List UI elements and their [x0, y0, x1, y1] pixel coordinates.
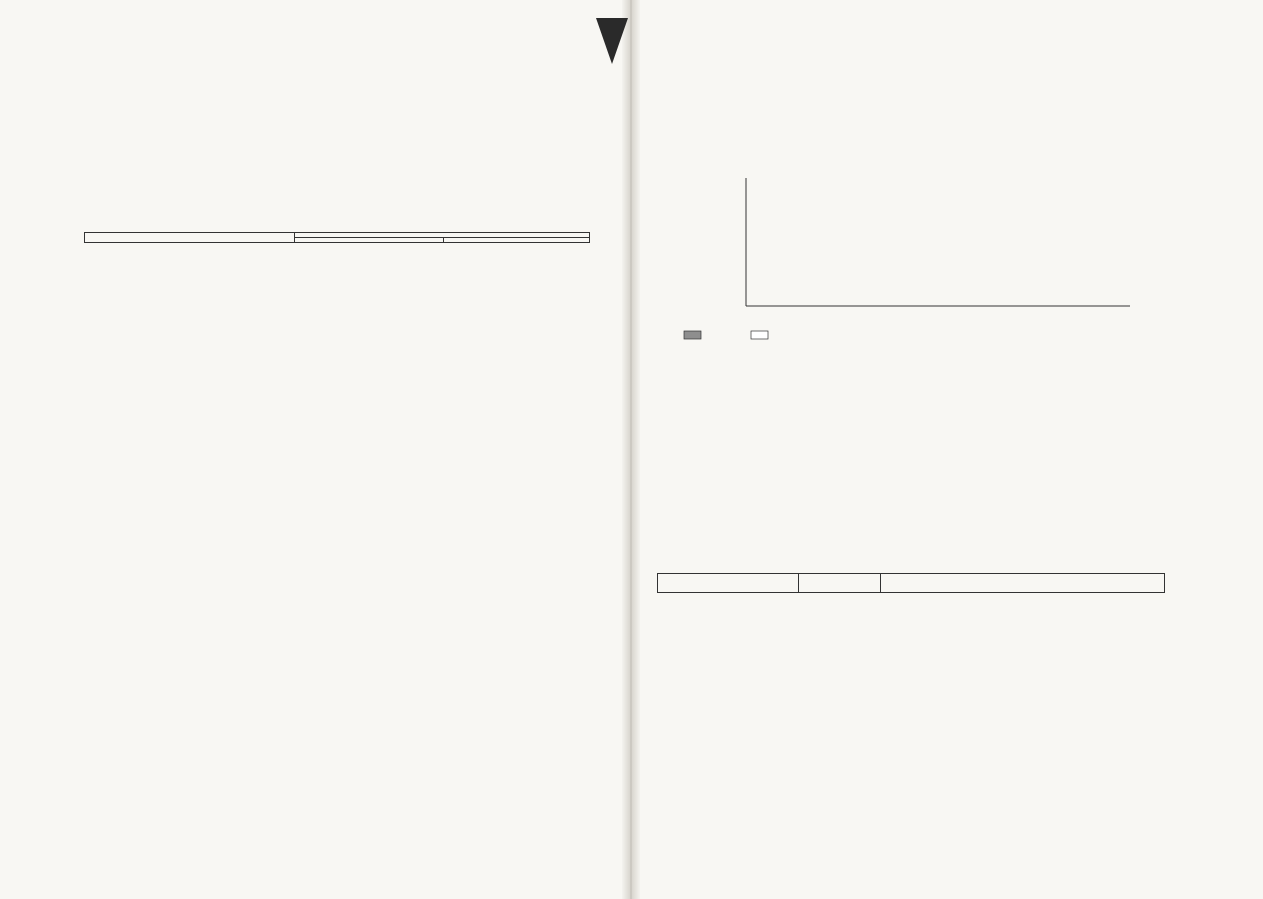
chart-legend — [684, 331, 768, 339]
col-header-group — [658, 574, 799, 593]
col-header-carbs — [295, 238, 444, 243]
figure-10-3-chart — [676, 174, 1146, 342]
book-gutter — [622, 0, 640, 899]
col-header-products — [881, 574, 1165, 593]
legend-swatch-polska — [684, 331, 701, 339]
legend-swatch-swiat — [751, 331, 768, 339]
right-page — [634, 0, 1263, 899]
binding-clip — [596, 18, 628, 64]
col-header-content — [799, 574, 881, 593]
table-10-4 — [84, 232, 590, 243]
left-page — [0, 0, 628, 899]
col-header-fiber — [444, 238, 590, 243]
table-10-5 — [657, 573, 1165, 593]
col-header-products — [85, 233, 295, 243]
